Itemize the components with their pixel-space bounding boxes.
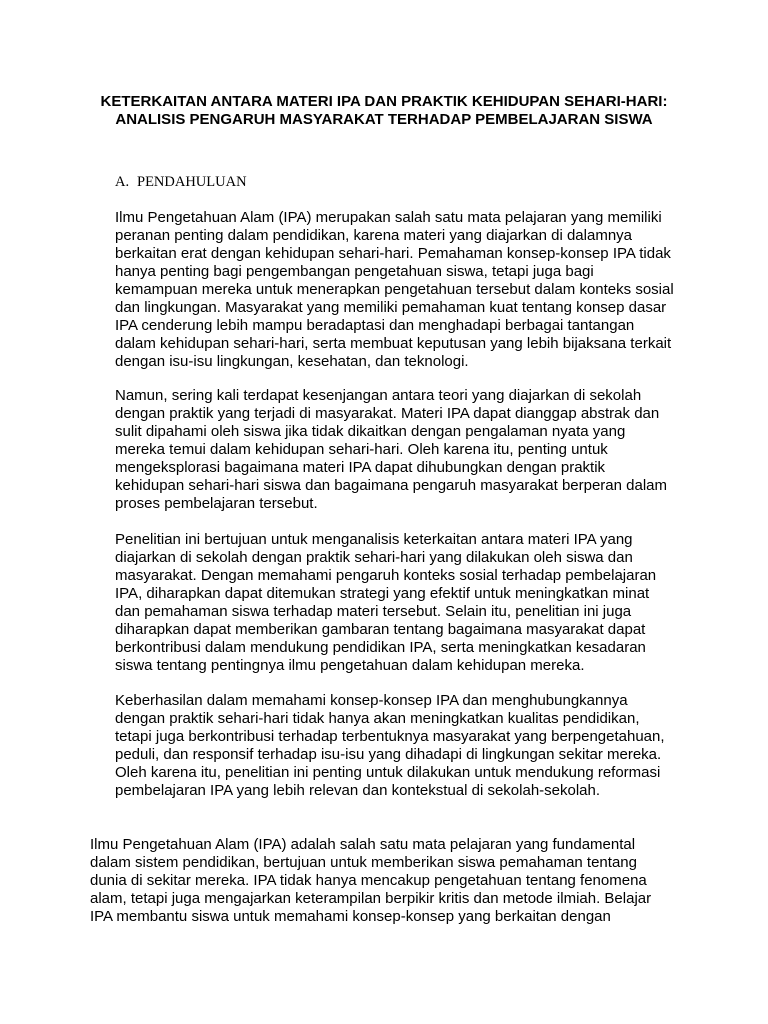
- paragraph-5: [90, 836, 651, 926]
- paragraph-4: [115, 692, 665, 800]
- paragraph-line: dalam kehidupan sehari-hari, serta membuat keputusan yang lebih bijaksana terkait: [115, 335, 672, 352]
- paragraph-line: dan pemahaman siswa terhadap materi tersebut. Selain itu, penelitian ini juga: [115, 603, 632, 620]
- paragraph-line: kehidupan sehari-hari siswa dan bagaimana pengaruh masyarakat berperan dalam: [115, 477, 668, 494]
- paragraph-line: IPA membantu siswa untuk memahami konsep-konsep yang berkaitan dengan: [90, 908, 611, 925]
- title-line-1: KETERKAITAN ANTARA MATERI IPA DAN PRAKTIK KEHIDUPAN SEHARI-HARI:: [100, 93, 668, 110]
- paragraph-line: dengan praktik yang terjadi di masyarakat. Materi IPA dapat dianggap abstrak dan: [115, 405, 660, 422]
- paragraph-line: diharapkan dapat memberikan gambaran tentang bagaimana masyarakat dapat: [115, 621, 646, 638]
- paragraph-line: dengan isu-isu lingkungan, kesehatan, dan teknologi.: [115, 353, 469, 370]
- title-line-2: ANALISIS PENGARUH MASYARAKAT TERHADAP PEMBELAJARAN SISWA: [115, 111, 653, 128]
- paragraph-line: dunia di sekitar mereka. IPA tidak hanya mencakup pengetahuan tentang fenomena: [90, 872, 647, 889]
- paragraph-line: masyarakat. Dengan memahami pengaruh konteks sosial terhadap pembelajaran: [115, 567, 657, 584]
- paragraph-line: Ilmu Pengetahuan Alam (IPA) merupakan salah satu mata pelajaran yang memiliki: [115, 209, 662, 226]
- paragraph-line: mengeksplorasi bagaimana materi IPA dapat dihubungkan dengan praktik: [115, 459, 606, 476]
- paragraph-line: Penelitian ini bertujuan untuk menganalisis keterkaitan antara materi IPA yang: [115, 531, 633, 548]
- paragraph-line: Namun, sering kali terdapat kesenjangan antara teori yang diajarkan di sekolah: [115, 387, 642, 404]
- paragraph-line: tetapi juga berkontribusi terhadap terbentuknya masyarakat yang berpengetahuan,: [115, 728, 665, 745]
- paragraph-line: Keberhasilan dalam memahami konsep-konsep IPA dan menghubungkannya: [115, 692, 628, 709]
- paragraph-line: pembelajaran IPA yang lebih relevan dan kontekstual di sekolah-sekolah.: [115, 782, 601, 799]
- paragraph-line: peranan penting dalam pendidikan, karena materi yang diajarkan di dalamnya: [115, 227, 633, 244]
- paragraph-1: [115, 209, 674, 371]
- paragraph-line: proses pembelajaran tersebut.: [115, 495, 318, 512]
- paragraph-line: Ilmu Pengetahuan Alam (IPA) adalah salah satu mata pelajaran yang fundamental: [90, 836, 636, 853]
- paragraph-line: siswa tentang pentingnya ilmu pengetahuan dalam kehidupan mereka.: [115, 657, 585, 674]
- paragraph-line: sulit dipahami oleh siswa jika tidak dikaitkan dengan pengalaman nyata yang: [115, 423, 626, 440]
- paragraph-line: dengan praktik sehari-hari tidak hanya akan meningkatkan kualitas pendidikan,: [115, 710, 640, 727]
- paragraph-line: dan lingkungan. Masyarakat yang memiliki pemahaman kuat tentang konsep dasar: [115, 299, 667, 316]
- paragraph-line: IPA cenderung lebih mampu beradaptasi dan menghadapi berbagai tantangan: [115, 317, 635, 334]
- paragraph-line: kemampuan mereka untuk menerapkan pengetahuan tersebut dalam konteks sosial: [115, 281, 674, 298]
- paragraph-line: diajarkan di sekolah dengan praktik sehari-hari yang dilakukan oleh siswa dan: [115, 549, 633, 566]
- paragraph-3: [115, 531, 656, 675]
- section-number: A.: [115, 174, 130, 190]
- paragraph-line: mereka temui dalam kehidupan sehari-hari. Oleh karena itu, penting untuk: [115, 441, 608, 458]
- paragraph-line: Oleh karena itu, penelitian ini penting untuk dilakukan untuk mendukung reformasi: [115, 764, 661, 781]
- paragraph-line: hanya penting bagi pengembangan pengetahuan siswa, tetapi juga bagi: [115, 263, 594, 280]
- paragraph-line: IPA, diharapkan dapat ditemukan strategi yang efektif untuk meningkatkan minat: [115, 585, 650, 602]
- paragraph-2: [115, 387, 667, 513]
- section-heading: [115, 173, 247, 191]
- document-title: [60, 93, 708, 129]
- paragraph-line: berkontribusi dalam mendukung pendidikan IPA, serta meningkatkan kesadaran: [115, 639, 646, 656]
- paragraph-line: peduli, dan responsif terhadap isu-isu yang dihadapi di lingkungan sekitar mereka.: [115, 746, 662, 763]
- paragraph-line: berkaitan erat dengan kehidupan sehari-hari. Pemahaman konsep-konsep IPA tidak: [115, 245, 671, 262]
- paragraph-line: dalam sistem pendidikan, bertujuan untuk memberikan siswa pemahaman tentang: [90, 854, 637, 871]
- paragraph-line: alam, tetapi juga mengajarkan keterampilan berpikir kritis dan metode ilmiah. Belajar: [90, 890, 652, 907]
- section-title: PENDAHULUAN: [137, 174, 247, 190]
